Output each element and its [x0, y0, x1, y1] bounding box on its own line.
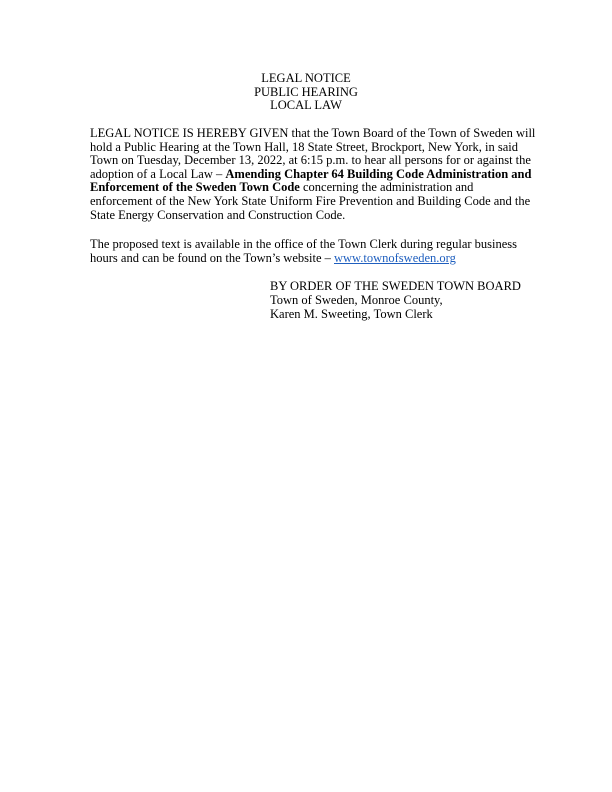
paragraph-text: hours and can be found on the Town’s website – — [90, 250, 334, 265]
paragraph-line — [90, 168, 530, 182]
town-website-link[interactable]: www.townofsweden.org — [334, 250, 456, 265]
paragraph-text: concerning the administration and — [299, 180, 474, 195]
notice-paragraph-availability — [90, 238, 530, 265]
paragraph-line: enforcement of the New York State Uniform Fire Prevention and Building Code and the — [90, 193, 531, 208]
signature-town-line: Town of Sweden, Monroe County, — [270, 293, 443, 307]
paragraph-line: LEGAL NOTICE IS HEREBY GIVEN that the Town Board of the Town of Sweden will — [90, 126, 536, 140]
heading-local-law: LOCAL LAW — [270, 98, 342, 112]
paragraph-line: Town on Tuesday, December 13, 2022, at 6:15 p.m. to hear all persons for or against the — [90, 153, 531, 168]
heading-public-hearing: PUBLIC HEARING — [254, 84, 358, 99]
paragraph-line: The proposed text is available in the office of the Town Clerk during regular business — [90, 237, 518, 251]
signature-block — [270, 279, 570, 321]
signature-order-line: BY ORDER OF THE SWEDEN TOWN BOARD — [270, 279, 521, 293]
law-title-bold: Amending Chapter 64 Building Code Administration and — [225, 166, 532, 181]
law-title-bold: Enforcement of the Sweden Town Code — [90, 180, 300, 195]
paragraph-text: adoption of a Local Law – — [90, 166, 226, 181]
heading-legal-notice: LEGAL NOTICE — [261, 71, 351, 85]
signature-clerk-line: Karen M. Sweeting, Town Clerk — [270, 307, 433, 321]
paragraph-line — [90, 252, 530, 266]
notice-heading — [0, 72, 612, 113]
paragraph-line: hold a Public Hearing at the Town Hall, 18 State Street, Brockport, New York, in said — [90, 139, 518, 154]
paragraph-line: State Energy Conservation and Construction Code. — [90, 207, 346, 222]
notice-paragraph-main — [90, 126, 536, 222]
paragraph-line — [90, 181, 530, 195]
